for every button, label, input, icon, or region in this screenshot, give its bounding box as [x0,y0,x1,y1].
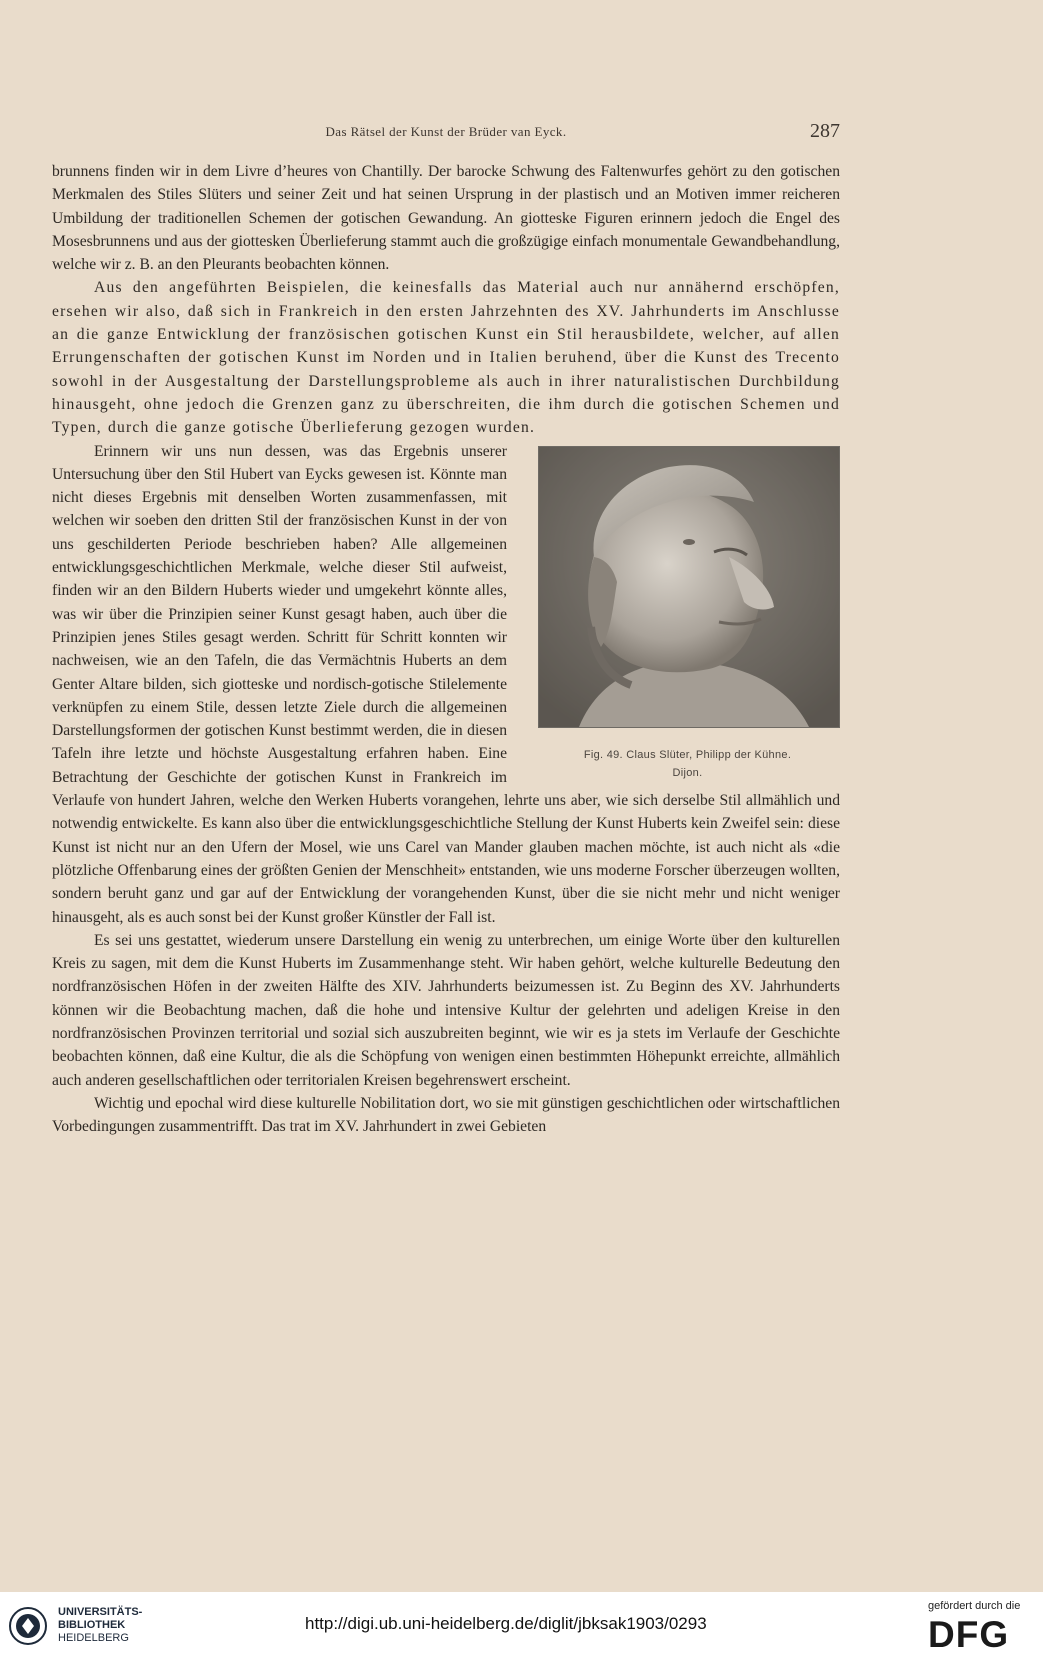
caption-line-1: Fig. 49. Claus Slüter, Philipp der Kühne. [583,748,792,761]
library-line-1: UNIVERSITÄTS- [58,1606,143,1618]
paragraph-4: Es sei uns gestattet, wiederum unsere Darstellung ein wenig zu unterbrechen, um einige Worte über den kulturellen Kreis zu sagen, mit dem die Kunst Huberts im Zusammenhange steht. Wir haben gehört, welche kulturelle Bedeutung den nordfranzösischen Höfen in der zweiten Hälfte des XIV. Jahrhunderts beizumessen ist. Zu Beginn des XV. Jahrhunderts können wir die Beobachtung machen, daß die hohe und intensive Kultur der gelehrten und adeligen Kreise in den nordfranzösischen Provinzen territorial und sozial sich auszubreiten beginnt, wie wir es ja stets im Verlaufe der Geschichte beobachten können, daß eine Kultur, die als die Schöpfung von wenigen einen bestimmten Höhepunkt erreichte, allmählich auch anderen gesellschaftlichen oder territorialen Kreisen begehrenswert erscheint. [52,931,840,1089]
paragraph-1: brunnens finden wir in dem Livre d’heures von Chantilly. Der barocke Schwung des Faltenwurfes gehört zu den gotischen Merkmalen des Stiles Slüters und seiner Zeit und hat seinen Ursprung in der plastisch und an Motiven immer reicheren Umbildung der traditionellen Schemen der gotischen Gewandung. An giotteske Figuren erinnern jedoch die Engel des Mosesbrunnens und aus der giottesken Überlieferung stammt auch die großzügige einfach monumentale Gewandbehandlung, welche wir z. B. an den Pleurants beobachten können. [52,163,840,274]
figure-caption [535,746,840,782]
paragraph-5: Wichtig und epochal wird diese kulturelle Nobilitation dort, wo sie mit günstigen geschichtlichen oder wirtschaftlichen Vorbedingungen zusammentrifft. Das trat im XV. Jahrhundert in zwei Gebieten [52,1094,840,1136]
library-name [58,1606,142,1645]
library-line-3: HEIDELBERG [58,1632,129,1644]
dfg-logo[interactable]: DFG [928,1614,1010,1655]
page-number: 287 [810,120,840,142]
caption-line-2: Dijon. [672,766,703,779]
sculpture-photo [538,446,840,728]
paragraph-2: Aus den angeführten Beispielen, die keinesfalls das Material auch nur annähernd erschöpfen, ersehen wir also, daß sich in Frankreich in den ersten Jahrzehnten des XV. Jahrhunderts im Anschlusse an die ganze Entwicklung der französischen gotischen Kunst ein Stil herausbildete, welcher, auf allen Errungenschaften der gotischen Kunst im Norden und in Italien beruhend, über die Kunst des Trecento sowohl in der Ausgestaltung der Darstellungsprobleme als auch in ihrer naturalistischen Durchbildung hinausgeht, ohne jedoch die Grenzen ganz zu überschreiten, die ihm durch die gotischen Schemen und Typen, durch die ganze gotische Überlieferung gezogen wurden. [52,279,840,437]
library-logo[interactable] [8,1604,158,1654]
library-line-2: BIBLIOTHEK [58,1619,126,1631]
running-header [52,120,840,144]
paragraph-3: Erinnern wir uns nun dessen, was das Ergebnis unserer Untersuchung über den Stil Hubert van Eycks gewesen ist. Könnte man nicht dieses Ergebnis mit denselben Worten zusammenfassen, mit welchen wir soeben den dritten Stil der französischen Kunst in der von uns geschilderten Periode beschrieben haben? Alle allgemeinen entwicklungsgeschichtlichen Merkmale, welche dieser Stil aufweist, finden wir an den Bildern Huberts wieder und umgekehrt könnte alles, was wir über die Prinzipien seiner Kunst gesagt haben, auch über die Prinzipien jenes Stiles gesagt werden. Schritt für Schritt konnten wir nachweisen, wie an den Tafeln, die das Vermächtnis Huberts an dem Genter Altare bilden, sich giotteske und nordisch-gotische Stilelemente verknüpfen zu einem Stile, dessen letzte Ziele durch die allgemeinen Darstellungsformen der gotischen Kunst bestimmt werden, die in diesen Tafeln ihre letzte und höchste Ausgestaltung erfahren haben. Eine Betrachtung der Geschichte der gotischen Kunst in Frankreich im Verlaufe von hundert Jahren, welche den Werken Huberts vorangehen, lehrte uns aber, wie sich derselbe Stil allmählich und notwendig entwickelte. Es kann also über die entwicklungsgeschichtliche Stellung der Kunst Huberts kein Zweifel sein: diese Kunst ist nicht nur an den Ufern der Mosel, wie uns Carel van Mander glauben machen möchte, ist auch nicht als «die plötzliche Offenbarung eines der größten Genien der Menschheit» entstanden, wie uns moderne Forscher überzeugen wollten, sondern beruht ganz und gar auf der Entwicklung der vorangehenden Kunst, über die sie nicht mehr und nicht weniger hinausgeht, als es auch sonst bei der Kunst großer Künstler der Fall ist. [52,442,840,926]
body-text [52,160,840,1138]
funding-label: gefördert durch die [928,1600,1021,1612]
source-url-link[interactable]: http://digi.ub.uni-heidelberg.de/diglit/jbksak1903/0293 [305,1614,707,1633]
running-title: Das Rätsel der Kunst der Brüder van Eyck. [325,124,567,139]
footer-bar [0,1592,1043,1662]
library-seal-icon [8,1604,48,1648]
sculpture-head-image [539,447,839,727]
figure-49 [535,442,840,782]
